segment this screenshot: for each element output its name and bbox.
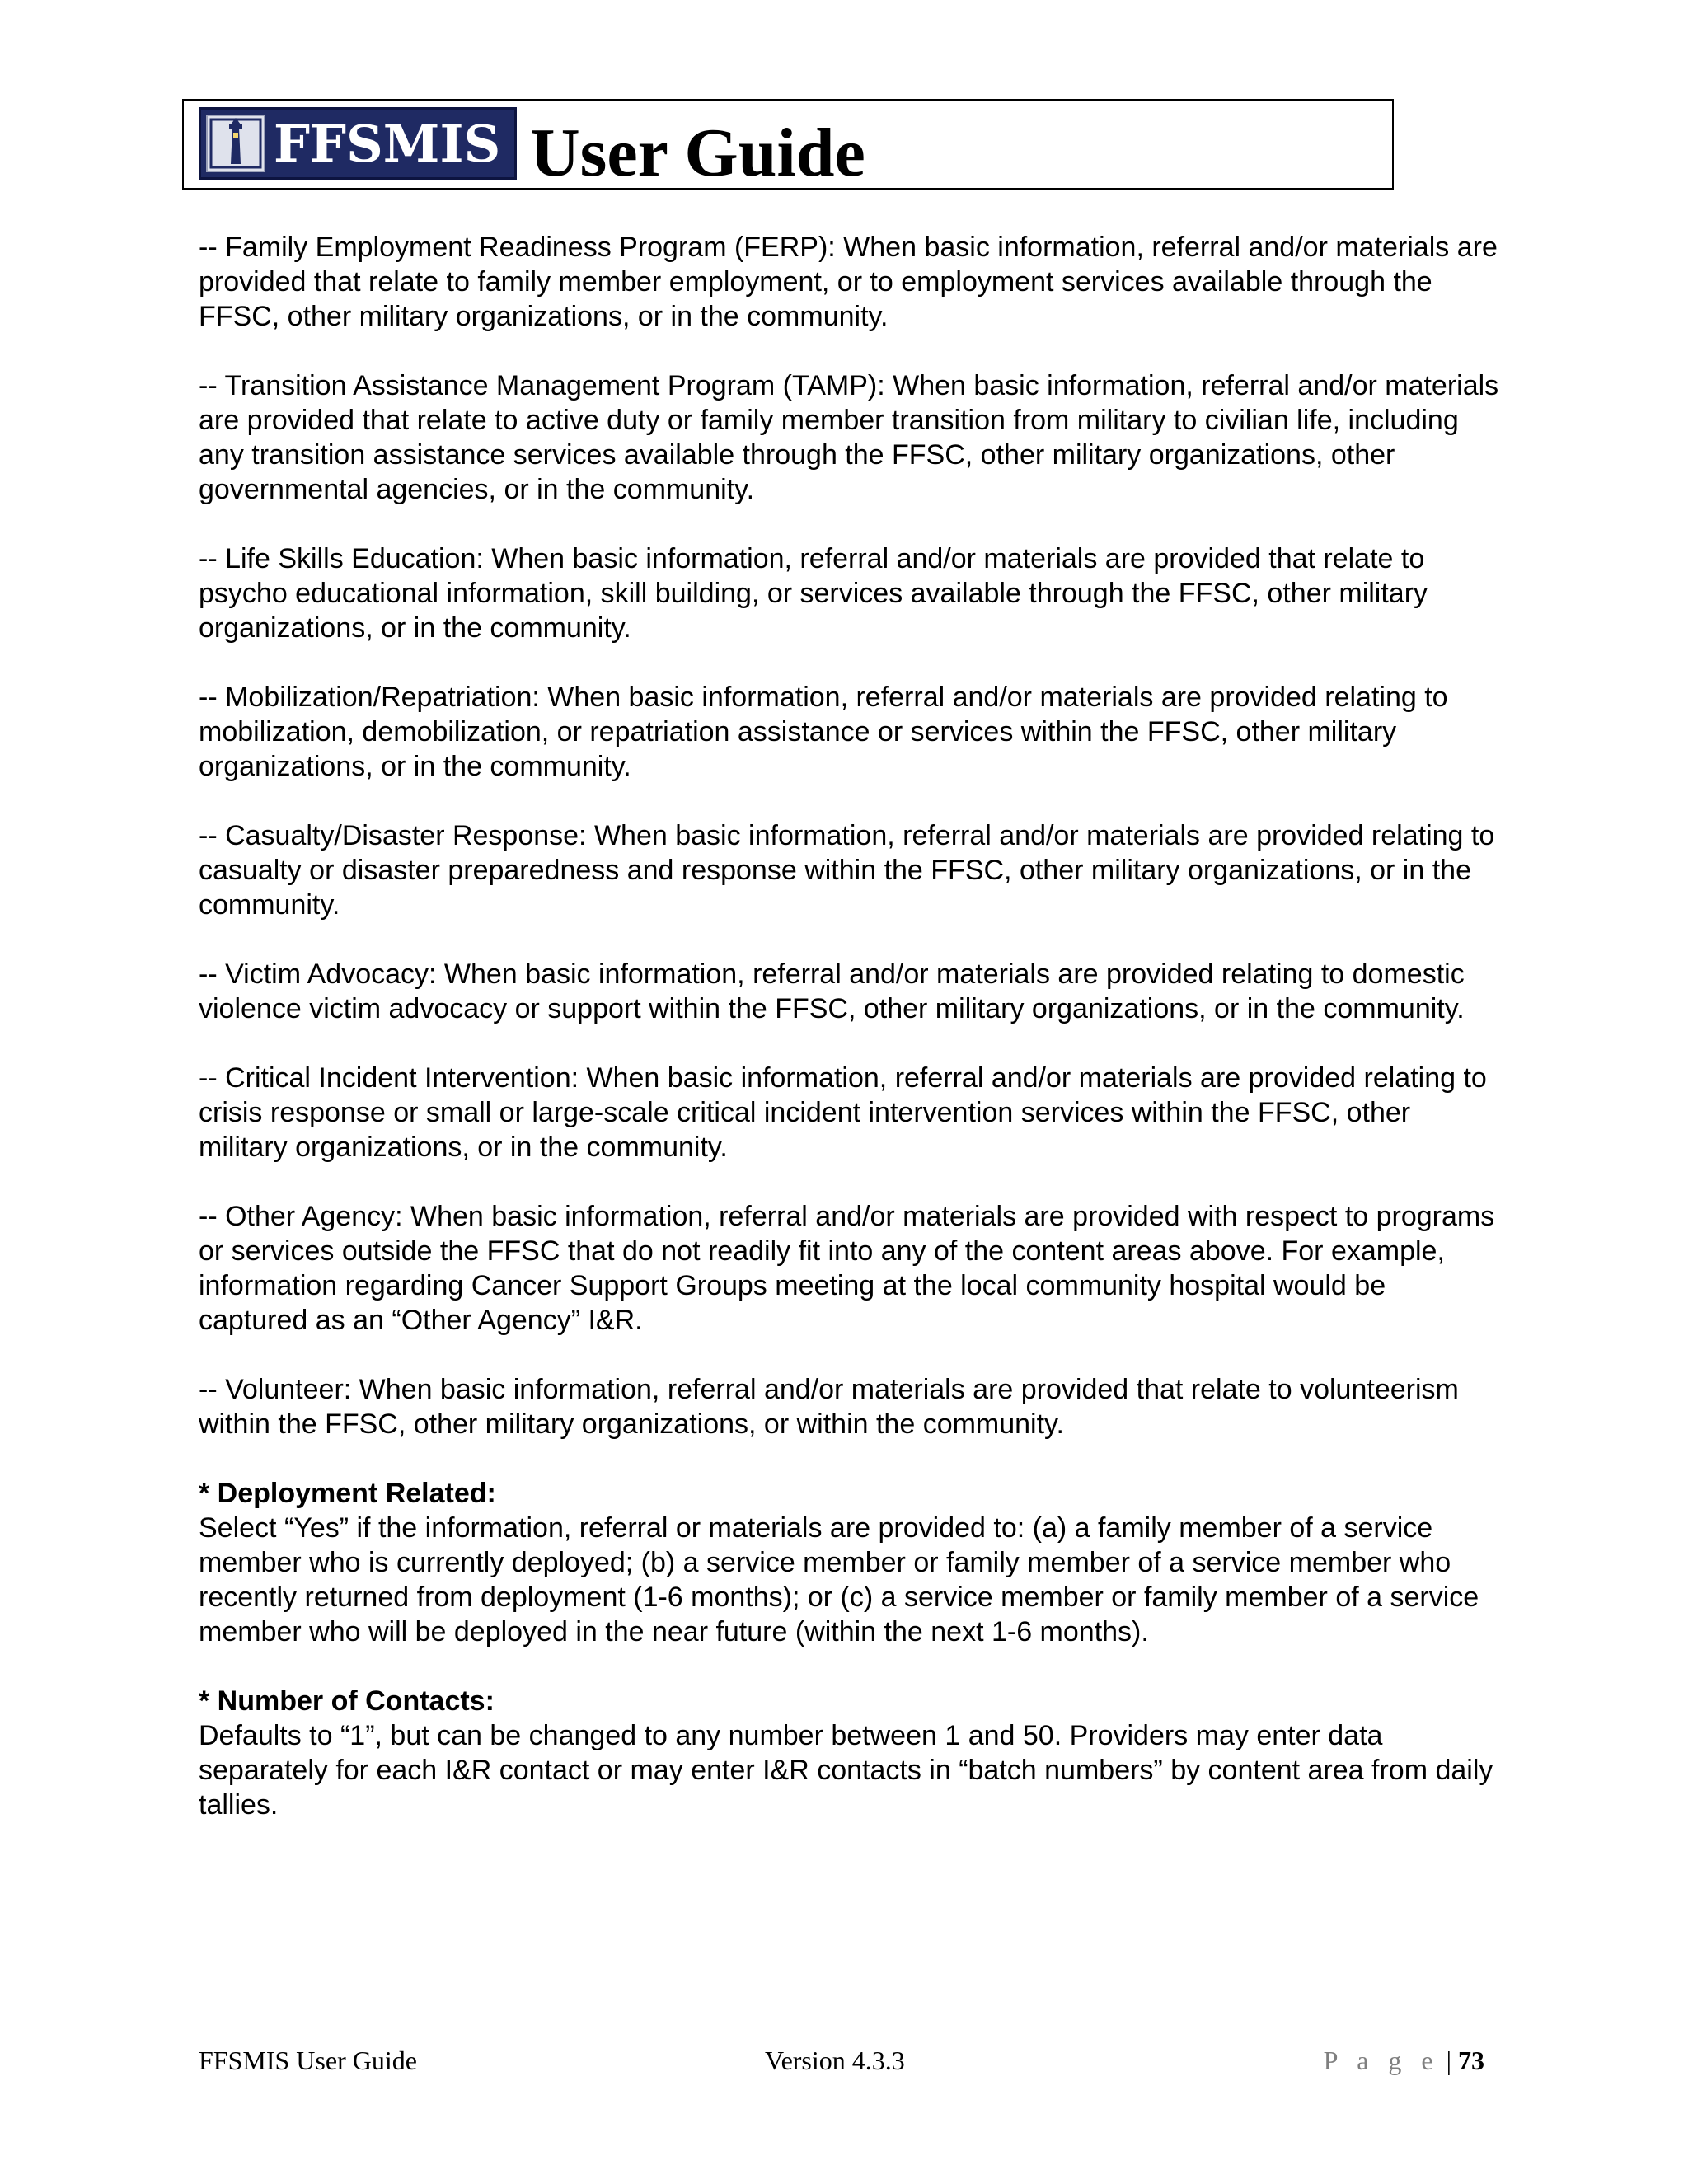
footer-page-separator: | — [1439, 2046, 1458, 2075]
contacts-text: Defaults to “1”, but can be changed to any number between 1 and 50. Providers may enter data separately for each I&R contact or may enter I&R contacts in “batch numbers” by content area from daily tallies. — [199, 1720, 1493, 1821]
footer-page-indicator — [1324, 2042, 1484, 2079]
page-header — [182, 99, 1394, 190]
deployment-text: Select “Yes” if the information, referral or materials are provided to: (a) a family member of a service member who is currently deployed; (b) a service member or family member of a service member who recently returned from deployment (1-6 months); or (c) a service member or family member of a service member who will be deployed in the near future (within the next 1-6 months). — [199, 1512, 1479, 1647]
deployment-heading: * Deployment Related: — [199, 1478, 496, 1509]
footer-page-label: P a g e — [1323, 2046, 1440, 2075]
footer-doc-title: FFSMIS User Guide — [199, 2046, 417, 2075]
lighthouse-icon — [206, 115, 265, 172]
paragraph-critical-incident: -- Critical Incident Intervention: When basic information, referral and/or materials are provided relating to crisis response or small or large-scale critical incident intervention services within the FFSC, other military organizations, or in the community. — [199, 1062, 1487, 1163]
paragraph-ferp: -- Family Employment Readiness Program (FERP): When basic information, referral and/or materials are provided that relate to family member employment, or to employment services available through the FFSC, other military organizations, or in the community. — [199, 232, 1498, 332]
paragraph-tamp: -- Transition Assistance Management Program (TAMP): When basic information, referral and/or materials are provided that relate to active duty or family member transition from military to civilian life, including any transition assistance services available through the FFSC, other military organizations, other governmental agencies, or in the community. — [199, 370, 1499, 505]
paragraph-mobilization: -- Mobilization/Repatriation: When basic information, referral and/or materials are provided relating to mobilization, demobilization, or repatriation assistance or services within the FFSC, other military organizations, or in the community. — [199, 682, 1448, 782]
paragraph-casualty: -- Casualty/Disaster Response: When basic information, referral and/or materials are provided relating to casualty or disaster preparedness and response within the FFSC, other military organizations, or in the community. — [199, 820, 1495, 921]
paragraph-life-skills: -- Life Skills Education: When basic information, referral and/or materials are provided that relate to psycho educational information, skill building, or services available through the FFSC, other military organizations, or in the community. — [199, 543, 1428, 644]
paragraph-volunteer: -- Volunteer: When basic information, referral and/or materials are provided that relate to volunteerism within the FFSC, other military organizations, or within the community. — [199, 1374, 1459, 1440]
paragraph-other-agency: -- Other Agency: When basic information, referral and/or materials are provided with respect to programs or services outside the FFSC that do not readily fit into any of the content areas above. For example, information regarding Cancer Support Groups meeting at the local community hospital would be captured as an “Other Agency” I&R. — [199, 1201, 1495, 1336]
section-number-of-contacts — [199, 1684, 1501, 1822]
footer-version: Version 4.3.3 — [765, 2046, 905, 2075]
page-title: User Guide — [530, 115, 865, 191]
contacts-heading: * Number of Contacts: — [199, 1685, 495, 1717]
section-deployment-related — [199, 1476, 1501, 1649]
ffsmis-logo — [199, 107, 517, 180]
document-body — [199, 230, 1501, 1857]
logo-text: FFSMIS — [274, 114, 501, 174]
paragraph-victim-advocacy: -- Victim Advocacy: When basic information, referral and/or materials are provided relating to domestic violence victim advocacy or support within the FFSC, other military organizations, or in the community. — [199, 958, 1465, 1024]
footer-page-number: 73 — [1458, 2046, 1484, 2075]
page-footer — [199, 2042, 1484, 2079]
